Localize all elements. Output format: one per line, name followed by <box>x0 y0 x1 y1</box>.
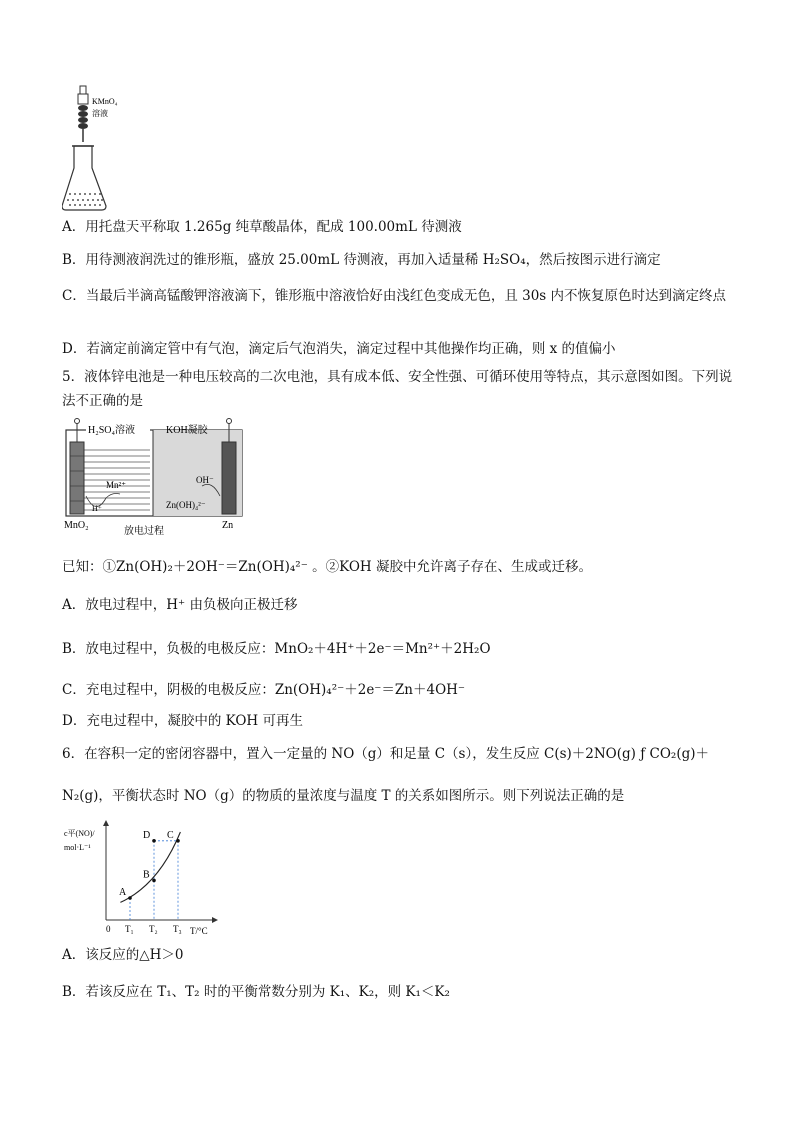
reagent-label-1: KMnO₄ <box>92 97 118 106</box>
x-tick-2: T₂ <box>149 924 158 934</box>
ion-mn-label: Mn²⁺ <box>106 480 126 490</box>
left-electrode-label: MnO₂ <box>64 520 89 531</box>
no-concentration-chart <box>62 820 222 938</box>
point-label-d: D <box>143 829 151 841</box>
q4-option-d: D．若滴定前滴定管中有气泡，滴定后气泡消失，滴定过程中其他操作均正确，则 x 的值偏小 <box>62 341 616 357</box>
q4-option-a: A．用托盘天平称取 1.265g 纯草酸晶体，配成 100.00mL 待测液 <box>62 219 462 235</box>
point-b <box>152 879 156 883</box>
concentration-curve <box>120 829 180 902</box>
q6-stem-line1: 6．在容积一定的密闭容器中，置入一定量的 NO（g）和足量 C（s），发生反应 C(s)＋2NO(g) ƒ CO₂(g)＋ <box>62 746 709 762</box>
ion-zincate-label: Zn(OH)₄²⁻ <box>166 500 206 510</box>
titration-apparatus-figure <box>62 84 142 212</box>
q5-option-b: B．放电过程中，负极的电极反应：MnO₂＋4H⁺＋2e⁻＝Mn²⁺＋2H₂O <box>62 641 491 657</box>
x-tick-1: T₁ <box>125 924 134 934</box>
point-d <box>152 839 156 843</box>
q6-option-a: A．该反应的△H＞0 <box>62 947 184 963</box>
y-axis-label-2: mol·L⁻¹ <box>64 843 91 852</box>
point-c <box>176 839 180 843</box>
battery-diagram-figure <box>62 416 252 538</box>
reagent-label-2: 溶液 <box>92 109 108 118</box>
q5-stem: 5．液体锌电池是一种电压较高的二次电池，具有成本低、安全性强、可循环使用等特点，其示意图如图。下列说法不正确的是 <box>62 369 733 409</box>
q5-option-d: D．充电过程中，凝胶中的 KOH 可再生 <box>62 713 303 729</box>
q6-option-b: B．若该反应在 T₁、T₂ 时的平衡常数分别为 K₁、K₂，则 K₁＜K₂ <box>62 984 450 1000</box>
point-a <box>128 896 132 900</box>
battery-caption: 放电过程 <box>124 526 164 537</box>
right-electrode-label: Zn <box>222 520 234 531</box>
point-label-c: C <box>167 829 174 841</box>
q4-option-b: B．用待测液润洗过的锥形瓶，盛放 25.00mL 待测液，再加入适量稀 H₂SO₄，然后按图示进行滴定 <box>62 252 661 268</box>
right-solution-label: KOH凝胶 <box>166 425 208 436</box>
q5-option-c: C．充电过程中，阴极的电极反应：Zn(OH)₄²⁻＋2e⁻＝Zn＋4OH⁻ <box>62 682 466 698</box>
point-label-a: A <box>119 887 127 898</box>
origin-label: 0 <box>106 924 111 934</box>
x-tick-3: T₃ <box>173 924 182 934</box>
x-axis-label: T/°C <box>190 926 208 936</box>
y-axis-label-1: c平(NO)/ <box>64 829 95 838</box>
q5-option-a: A．放电过程中，H⁺ 由负极向正极迁移 <box>62 597 298 613</box>
q4-option-c: C．当最后半滴高锰酸钾溶液滴下，锥形瓶中溶液恰好由浅红色变成无色，且 30s 内不恢复原色时达到滴定终点 <box>62 288 727 304</box>
point-label-b: B <box>143 869 150 881</box>
ion-h-label: H⁺ <box>92 504 102 513</box>
ion-oh-label: OH⁻ <box>196 475 214 485</box>
q6-stem-line2: N₂(g)，平衡状态时 NO（g）的物质的量浓度与温度 T 的关系如图所示。则下列说法正确的是 <box>62 788 625 804</box>
left-solution-label: H₂SO₄溶液 <box>88 425 135 436</box>
q5-given: 已知：①Zn(OH)₂＋2OH⁻＝Zn(OH)₄²⁻ 。②KOH 凝胶中允许离子存在、生成或迁移。 <box>62 559 592 575</box>
